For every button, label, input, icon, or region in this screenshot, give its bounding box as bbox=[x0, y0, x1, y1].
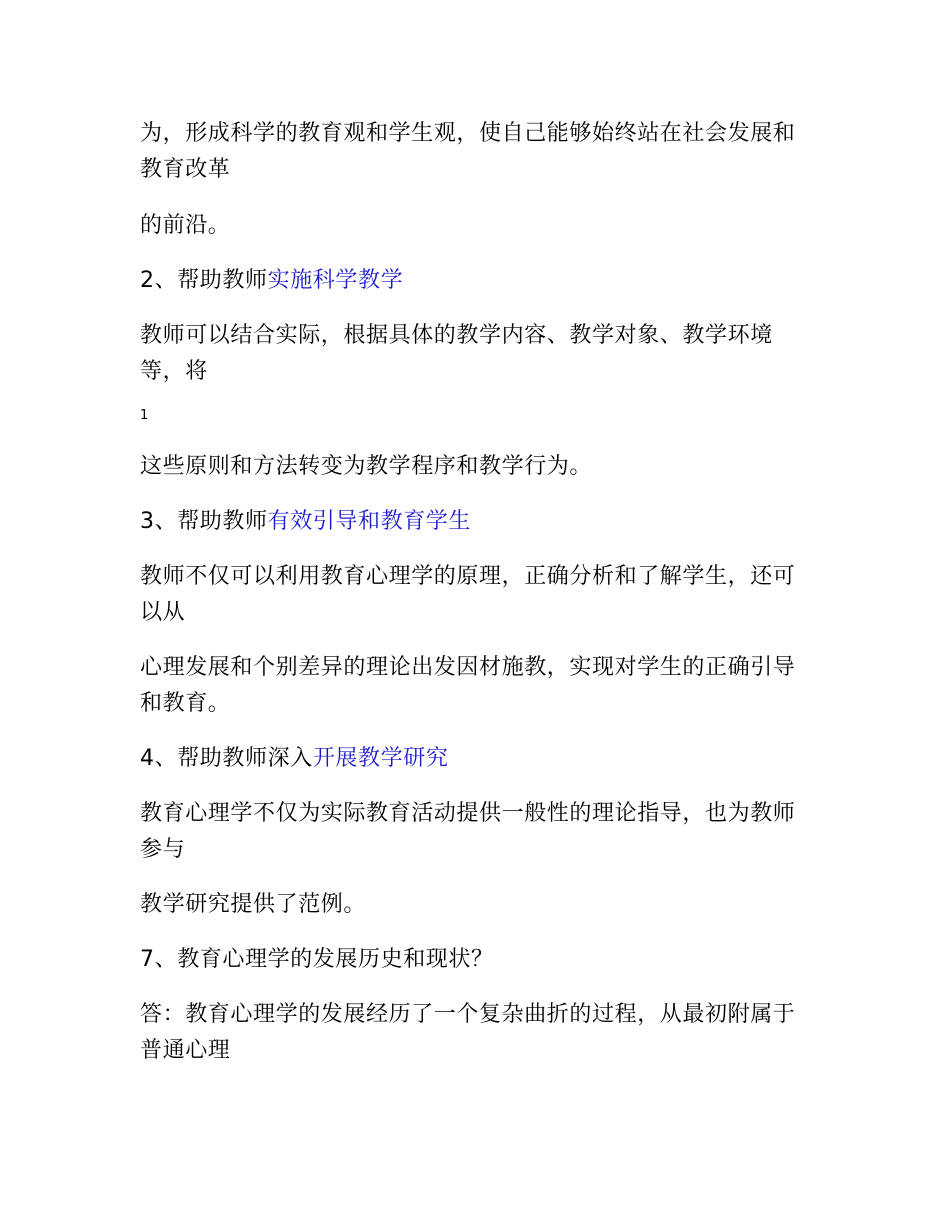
paragraph-text: 7、教育心理学的发展历史和现状？ bbox=[140, 947, 494, 972]
paragraph-6 bbox=[140, 650, 810, 722]
paragraph-1 bbox=[140, 116, 810, 188]
paragraph-text: 答：教育心理学的发展经历了一个复杂曲折的过程，从最初附属于普通心理 bbox=[140, 1002, 796, 1063]
page-number: 1 bbox=[140, 408, 149, 423]
paragraph-8 bbox=[140, 887, 810, 923]
answer-paragraph bbox=[140, 997, 810, 1069]
heading-prefix: 2、帮助教师 bbox=[140, 268, 268, 293]
paragraph-text: 教师不仅可以利用教育心理学的原理，正确分析和了解学生，还可以从 bbox=[140, 564, 796, 625]
heading-2 bbox=[140, 263, 810, 299]
paragraph-text: 为，形成科学的教育观和学生观，使自己能够始终站在社会发展和教育改革 bbox=[140, 121, 796, 182]
heading-link[interactable]: 有效引导和教育学生 bbox=[267, 509, 472, 534]
paragraph-4 bbox=[140, 449, 810, 485]
paragraph-text: 教学研究提供了范例。 bbox=[140, 892, 367, 917]
paragraph-text: 教师可以结合实际，根据具体的教学内容、教学对象、教学环境等，将 bbox=[140, 323, 773, 384]
paragraph-2 bbox=[140, 208, 810, 244]
heading-4 bbox=[140, 741, 810, 777]
heading-prefix: 3、帮助教师 bbox=[140, 509, 268, 534]
paragraph-5 bbox=[140, 559, 810, 631]
heading-link[interactable]: 实施科学教学 bbox=[267, 268, 404, 293]
paragraph-text: 心理发展和个别差异的理论出发因材施教，实现对学生的正确引导和教育。 bbox=[140, 655, 796, 716]
heading-3 bbox=[140, 504, 810, 540]
paragraph-3 bbox=[140, 318, 810, 390]
paragraph-text: 的前沿。 bbox=[140, 213, 231, 238]
heading-prefix: 4、帮助教师深入 bbox=[140, 746, 313, 771]
paragraph-text: 教育心理学不仅为实际教育活动提供一般性的理论指导，也为教师参与 bbox=[140, 801, 796, 862]
paragraph-text: 这些原则和方法转变为教学程序和教学行为。 bbox=[140, 454, 593, 479]
heading-link[interactable]: 开展教学研究 bbox=[312, 746, 449, 771]
question-7 bbox=[140, 942, 810, 978]
paragraph-7 bbox=[140, 796, 810, 868]
